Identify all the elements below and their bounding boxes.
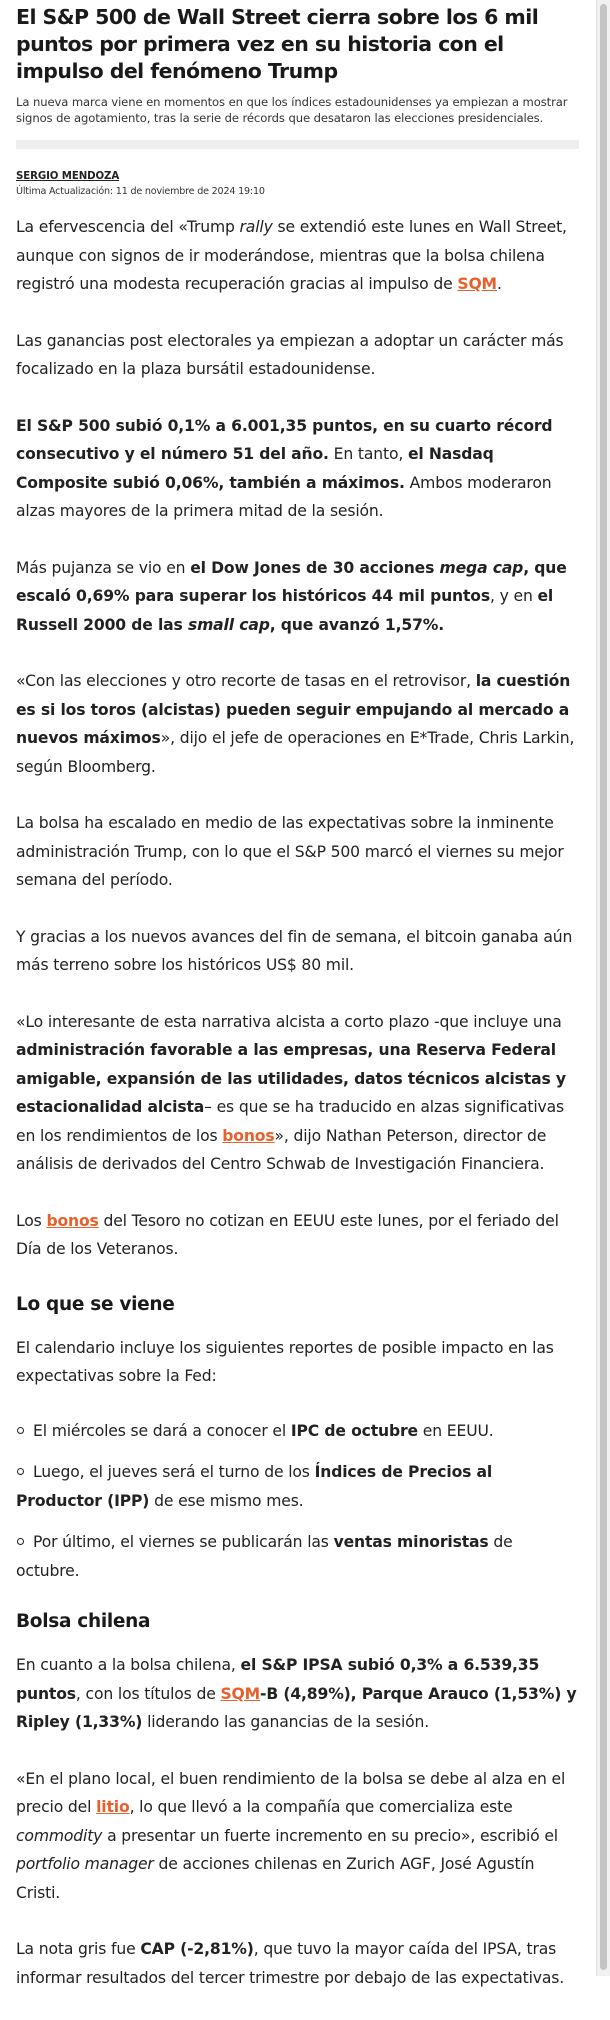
article — [16, 0, 579, 2020]
last-updated: Última Actualización: 11 de noviembre de 2024 19:10 — [16, 186, 265, 197]
author-link[interactable]: SERGIO MENDOZA — [16, 171, 120, 182]
article-subtitle: La nueva marca viene en momentos en que los índices estadounidenses ya empiezan a mostrar signos de agotamiento, tras la serie de récords que desataron las elecciones presidenciales. — [16, 95, 568, 125]
text: Más pujanza se vio en — [16, 558, 191, 577]
paragraph: La bolsa ha escalado en medio de las expectativas sobre la inminente administración Trump, con lo que el S&P 500 marcó el viernes su mejor semana del período. — [16, 814, 564, 889]
text: La nota gris fue — [16, 1940, 141, 1958]
text: de ese mismo mes. — [149, 1491, 304, 1510]
text: de octubre. — [16, 1533, 513, 1580]
bullet-list — [16, 1417, 579, 1586]
bullet-icon — [17, 1538, 24, 1545]
text: Los — [16, 1211, 47, 1230]
section-heading: Bolsa chilena — [16, 1611, 151, 1632]
emphasis: commodity — [16, 1826, 103, 1845]
text: «Lo interesante de esta narrativa alcista a corto plazo -que incluye una — [16, 1012, 562, 1031]
text: . — [496, 275, 502, 293]
emphasis: small cap — [187, 615, 270, 634]
text: , y en — [490, 587, 538, 605]
emphasis: mega cap — [439, 558, 524, 577]
text: Ambos moderaron alzas mayores de la primera mitad de la sesión. — [16, 473, 552, 520]
article-headline: El S&P 500 de Wall Street cierra sobre los 6 mil puntos por primera vez en su historia con el impulso del fenómeno Trump — [16, 5, 539, 83]
text: La efervescencia del «Trump — [16, 218, 240, 236]
bold-text: Índices de Precios al Productor (IPP) — [16, 1463, 493, 1510]
text: El miércoles se dará a conocer el — [33, 1421, 291, 1440]
bold-text: administración favorable a las empresas, una Reserva Federal amigable, expansión de las utilidades, datos técnicos alcistas y estacionalidad alcista — [16, 1041, 566, 1116]
bold-text: ventas minoristas — [333, 1533, 489, 1551]
text: de acciones chilenas en Zurich AGF, José Agustín Cristi. — [16, 1855, 535, 1902]
emphasis: rally — [239, 218, 273, 236]
text: – es que se ha traducido en alzas significativas en los rendimientos de los — [16, 1098, 564, 1145]
bold-text: el Dow Jones de 30 acciones — [190, 558, 440, 577]
scrollbar-thumb[interactable] — [600, 4, 607, 1970]
bold-text: la cuestión es si los toros (alcistas) pueden seguir empujando al mercado a nuevos máximos — [16, 672, 571, 747]
text: , que tuvo la mayor caída del IPSA, tras informar resultados del tercer trimestre por debajo de las expectativas. — [16, 1940, 565, 1987]
text: , con los títulos de — [75, 1684, 221, 1703]
sqm-link[interactable]: SQM — [457, 275, 497, 293]
text: En tanto, — [328, 445, 408, 463]
list-item — [16, 1458, 579, 1515]
emphasis: portfolio manager — [16, 1855, 154, 1873]
bonos-link[interactable]: bonos — [46, 1211, 99, 1230]
paragraph — [16, 1765, 579, 1908]
text: », dijo Nathan Peterson, director de análisis de derivados del Centro Schwab de Investigación Financiera. — [16, 1126, 547, 1173]
paragraph — [16, 554, 579, 640]
text: En cuanto a la bolsa chilena, — [16, 1656, 241, 1674]
sqm-link[interactable]: SQM — [220, 1684, 261, 1703]
paragraph — [16, 1935, 579, 1992]
paragraph — [16, 1207, 579, 1264]
bold-text: el S&P IPSA subió 0,3% a 6.539,35 puntos — [16, 1656, 540, 1703]
bold-text: , que avanzó 1,57%. — [269, 615, 445, 634]
paragraph — [16, 412, 579, 526]
list-item — [16, 1528, 579, 1585]
text: Luego, el jueves será el turno de los — [33, 1463, 315, 1481]
paragraph — [16, 1008, 579, 1179]
bonos-link[interactable]: bonos — [222, 1126, 275, 1145]
bold-text: -B (4,89%), Parque Arauco (1,53%) y Ripley (1,33%) — [16, 1684, 577, 1731]
paragraph: Y gracias a los nuevos avances del fin de semana, el bitcoin ganaba aún más terreno sobre los históricos US$ 80 mil. — [16, 927, 573, 974]
text: «Con las elecciones y otro recorte de tasas en el retrovisor, — [16, 672, 476, 690]
divider-bar — [16, 140, 579, 149]
paragraph — [16, 1651, 579, 1737]
paragraph: Las ganancias post electorales ya empiezan a adoptar un carácter más focalizado en la plaza bursátil estadounidense. — [16, 331, 564, 378]
bold-text: el Russell 2000 de las — [16, 587, 554, 634]
text: se extendió este lunes en Wall Street, aunque con signos de ir moderándose, mientras que la bolsa chilena registró una modesta recuperación gracias al impulso de — [16, 218, 567, 293]
bold-text: el Nasdaq Composite subió 0,06%, también a máximos. — [16, 445, 494, 492]
paragraph — [16, 667, 579, 781]
bold-text: , que escaló 0,69% para superar los históricos 44 mil puntos — [16, 558, 567, 605]
bullet-icon — [17, 1427, 24, 1434]
text: , lo que llevó a la compañía que comercializa este — [129, 1798, 513, 1816]
text: del Tesoro no cotizan en EEUU este lunes, por el feriado del Día de los Veteranos. — [16, 1211, 559, 1258]
vertical-scrollbar[interactable] — [596, 0, 610, 1976]
bold-text: El S&P 500 subió 0,1% a 6.001,35 puntos, en su cuarto récord consecutivo y el número 51 del año. — [16, 416, 553, 463]
bold-text: CAP (-2,81%) — [140, 1940, 254, 1958]
paragraph — [16, 213, 579, 299]
article-body — [16, 213, 579, 1992]
text: en EEUU. — [418, 1421, 494, 1440]
litio-link[interactable]: litio — [96, 1798, 130, 1816]
text: », dijo el jefe de operaciones en E*Trade, Chris Larkin, según Bloomberg. — [16, 729, 575, 776]
bold-text: IPC de octubre — [290, 1421, 418, 1440]
text: liderando las ganancias de la sesión. — [142, 1713, 430, 1731]
paragraph: El calendario incluye los siguientes reportes de posible impacto en las expectativas sobre la Fed: — [16, 1338, 554, 1385]
text: «En el plano local, el buen rendimiento de la bolsa se debe al alza en el precio del — [16, 1769, 566, 1816]
list-item — [16, 1417, 579, 1446]
bullet-icon — [17, 1468, 24, 1475]
section-heading: Lo que se viene — [16, 1293, 175, 1315]
text: Por último, el viernes se publicarán las — [33, 1533, 334, 1551]
text: a presentar un fuerte incremento en su precio», escribió el — [102, 1826, 558, 1845]
